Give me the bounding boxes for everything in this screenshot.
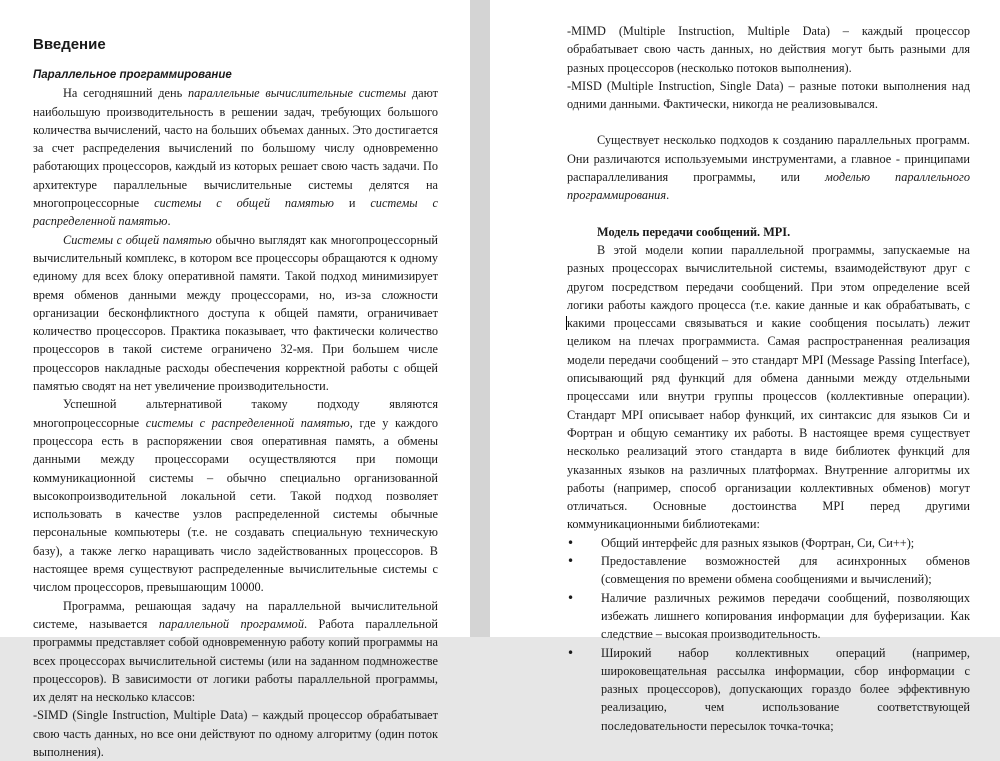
term-italic: параллельной программой [158, 616, 304, 631]
list-item [567, 644, 970, 735]
paragraph-misd: -MISD (Multiple Instruction, Single Data) – разные потоки выполнения над одними данными. Фактически, никогда не реализовывался. [567, 78, 970, 112]
list-item-text: Предоставление возможностей для асинхронных обменов (совмещения по времени обмена сообщениями и вычислений); [601, 554, 970, 587]
subsection-title: Параллельное программирование [33, 69, 232, 81]
list-item-text: Наличие различных режимов передачи сообщений, позволяющих избежать лишнего копирования информации для буферизации. Как следствие – высокая производительность. [601, 590, 970, 642]
paragraph-mpi: В этой модели копии параллельной программы, запускаемые на разных процессорах вычислительной системы, взаимодействуют друг с другом посредством передачи сообщений. При этом определение всей логики работы каждого процесса (т.е. какие данные и как обрабатывать, с какими процессами связываться и какие сообщения посылать) лежит целиком на плечах программиста. Самая распространенная реализация модели передачи сообщений – это стандарт MPI (Message Passing Interface), описывающий ряд функций для обмена данными между отдельными процессами или внутри группы процессов (коллективные операции). Стандарт MPI описывает набор функций, их синтаксис для языков Си и Фортран и общую семантику их работы. В настоящее время существует несколько реализаций этого стандарта в виде библиотек функций для указанных языков на различных платформах. Внутренние алгоритмы их работы (например, способ организации коллективных обменов) могут отличаться. Основные достоинства MPI перед другими коммуникационными библиотеками: [567, 242, 970, 532]
page-right-content[interactable] [567, 22, 970, 735]
text-run: . Работа параллельной программы представляет собой одновременную работу копий программы на всех процессорах вычислительной системы (или на заданном подмножестве процессоров). В зависимости от логики работы параллельной программы, их делят на несколько классов: [33, 616, 438, 705]
text-run: Существует несколько подходов к созданию параллельных программ. Они различаются используемыми инструментами, а главное - принципами распараллеливания программы, или [567, 133, 970, 185]
term-italic: моделью параллельного программирования [567, 170, 970, 203]
list-item [567, 534, 970, 552]
paragraph-approaches [567, 131, 970, 204]
blank-line [567, 113, 970, 131]
term-italic: системы с общей памятью [154, 196, 334, 211]
list-item-text: Широкий набор коллективных операций (например, широковещательная рассылка информации, сбор информации с разных процессоров), допускающих гораздо более эффективную реализацию, чем использование соответствующей последовательности пересылок точка-точка; [601, 645, 970, 733]
bullet-icon: • [567, 535, 575, 550]
blank-line [567, 205, 970, 223]
text-run: и [333, 196, 371, 211]
paragraph-intro [33, 84, 438, 230]
text-run: Программа, решающая задачу на параллельной вычислительной системе, называется [33, 598, 438, 631]
page-gap [470, 0, 490, 637]
paragraph-simd: -SIMD (Single Instruction, Multiple Data) – каждый процессор обрабатывает свою часть данных, но все они действуют по одному алгоритму (один поток выполнения). [33, 708, 438, 759]
term-italic: системы с распределенной памятью [33, 196, 438, 229]
paragraph-distributed-memory [33, 395, 438, 596]
paragraph-parallel-program [33, 597, 438, 707]
bullet-icon: • [567, 590, 575, 605]
paragraph-mimd: -MIMD (Multiple Instruction, Multiple Data) – каждый процессор обрабатывает свою часть данных, но действия могут быть разными для разных процессоров (несколько потоков выполнения). [567, 24, 970, 75]
paragraph-shared-memory [33, 231, 438, 396]
text-run: . [167, 214, 171, 229]
list-item [567, 589, 970, 644]
section-title-mpi: Модель передачи сообщений. MPI. [597, 224, 791, 239]
bullet-icon: • [567, 554, 575, 569]
list-item [567, 552, 970, 589]
document-heading: Введение [33, 36, 106, 53]
term-italic: Системы с общей памятью [63, 232, 212, 247]
list-item-text: Общий интерфейс для разных языков (Фортран, Си, Си++); [601, 535, 915, 550]
text-run: Успешной альтернативой такому подходу являются многопроцессорные [33, 397, 438, 430]
term-italic: параллельные вычислительные системы [188, 86, 407, 101]
text-run: На сегодняшний день [63, 86, 188, 101]
text-run: , где у каждого процессора есть в распоряжении своя оперативная память, а обмены данными между процессорами осуществляются при помощи коммуникационной системы – обычно специально организованной высокопроизводительной локальной сети. Такой подход позволяет использовать в качестве узлов распределенной системы обычные персональные компьютеры (т.е. не создавать специальную техническую базу), а также легко наращивать число задействованных процессоров. В настоящее время существуют распределенные вычислительные системы с числом процессоров, превышающим 10000. [33, 415, 439, 595]
text-run: дают наибольшую производительность в решении задач, требующих большого количества вычислений, часто на больших объемах данных. Это достигается за счет распределения вычислений по большому числу одновременно работающих процессоров, каждый из которых решает свою часть задачи. По архитектуре параллельные вычислительные системы делятся на многопроцессорные [33, 86, 438, 211]
bullet-icon: • [567, 645, 575, 660]
text-run: обычно выглядят как многопроцессорный вычислительный комплекс, в котором все процессоры обращаются к одному единому для всех блоку оперативной памяти. Такой подход минимизирует время обменов данными между процессорами, но, из-за сложности организации бесконфликтного доступа к общей памяти, ограничивает количество процессоров. Практика показывает, что фактически количество процессоров в такой системе ограничено 32-мя. При большем числе процессоров накладные расходы обеспечения корректной работы с общей памятью сводят на нет увеличение производительности. [33, 232, 439, 394]
term-italic: системы с распределенной памятью [145, 415, 350, 430]
page-left-content[interactable] [33, 36, 438, 761]
text-run: . [666, 188, 670, 203]
